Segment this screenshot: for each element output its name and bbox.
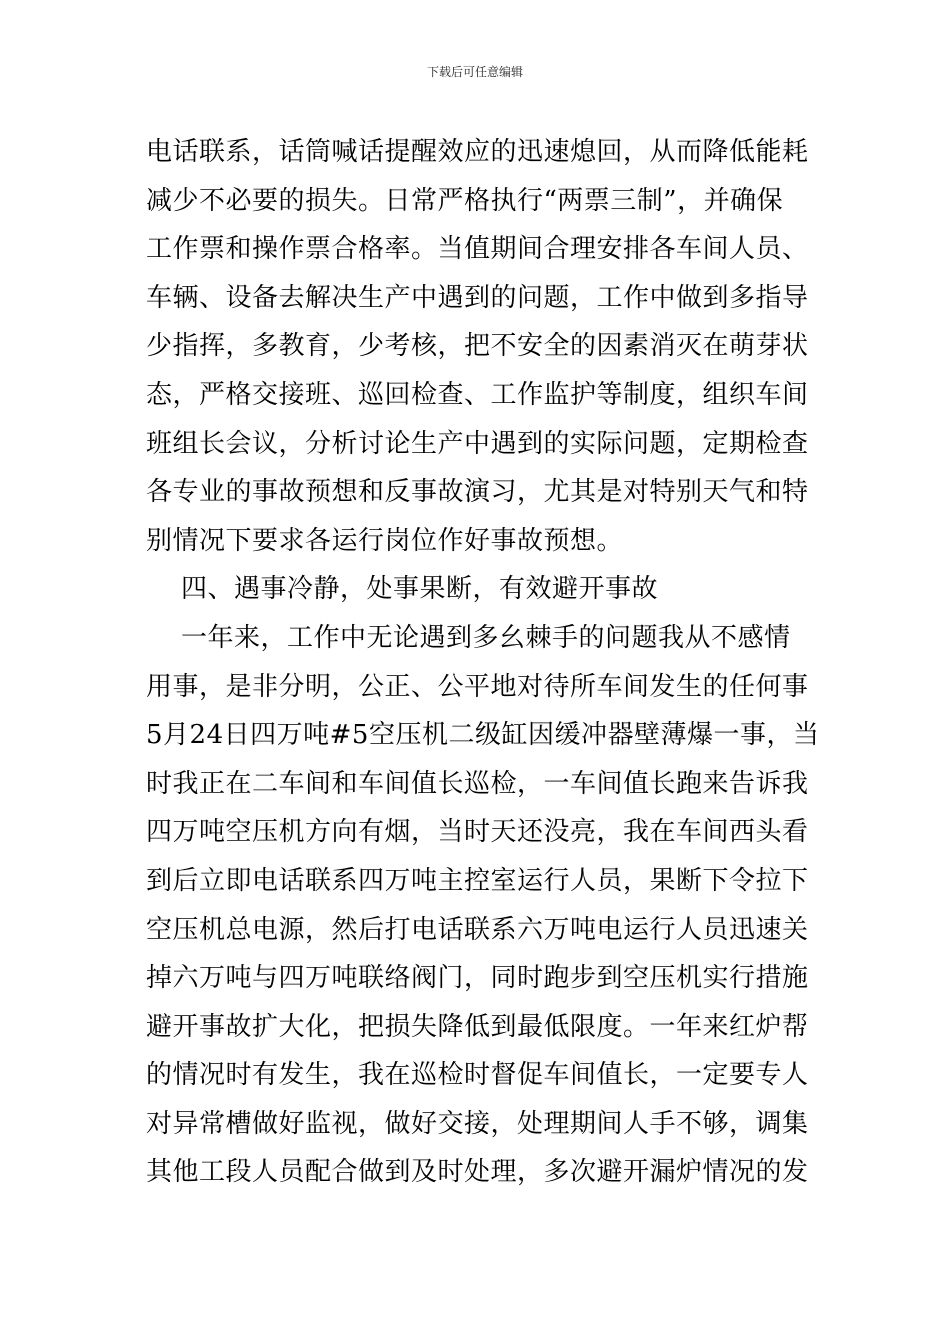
text-line: 工作票和操作票合格率。当值期间合理安排各车间人员、: [146, 234, 809, 265]
text-line: 各专业的事故预想和反事故演习，尤其是对特别天气和特: [146, 477, 809, 508]
text-line: 电话联系，话筒喊话提醒效应的迅速熄回，从而降低能耗: [146, 137, 809, 167]
text-line: 5月24日四万吨#5空压机二级缸因缓冲器壁薄爆一事，当: [146, 720, 820, 751]
text-line: 避开事故扩大化，把损失降低到最低限度。一年来红炉帮: [146, 1011, 809, 1042]
text-line: 用事，是非分明，公正、公平地对待所车间发生的任何事: [146, 671, 809, 702]
text-line: 减少不必要的损失。日常严格执行“两票三制”，并确保: [146, 185, 784, 216]
section-heading: 四、遇事冷静，处事果断，有效避开事故: [146, 574, 659, 605]
text-line: 班组长会议，分析讨论生产中遇到的实际问题，定期检查: [146, 428, 809, 459]
text-line: 别情况下要求各运行岗位作好事故预想。: [146, 525, 624, 556]
text-line: 其他工段人员配合做到及时处理，多次避开漏炉情况的发: [146, 1157, 809, 1188]
text-line: 四万吨空压机方向有烟，当时天还没亮，我在车间西头看: [146, 817, 809, 848]
text-line: 态，严格交接班、巡回检查、工作监护等制度，组织车间: [146, 379, 809, 410]
text-line: 的情况时有发生，我在巡检时督促车间值长，一定要专人: [146, 1060, 809, 1091]
text-line: 空压机总电源，然后打电话联系六万吨电运行人员迅速关: [146, 914, 809, 945]
text-line: 时我正在二车间和车间值长巡检，一车间值长跑来告诉我: [146, 768, 809, 799]
page-header: 下载后可任意编辑: [426, 65, 523, 79]
text-line: 到后立即电话联系四万吨主控室运行人员，果断下令拉下: [146, 865, 809, 896]
text-line: 掉六万吨与四万吨联络阀门，同时跑步到空压机实行措施: [146, 963, 809, 994]
document-body: [146, 128, 820, 1197]
text-line: 少指挥，多教育，少考核，把不安全的因素消灭在萌芽状: [146, 331, 809, 362]
text-line: 对异常槽做好监视，做好交接，处理期间人手不够，调集: [146, 1108, 809, 1139]
text-line: 车辆、设备去解决生产中遇到的问题，工作中做到多指导: [146, 282, 809, 313]
paragraph-first-line: 一年来，工作中无论遇到多幺棘手的问题我从不感情: [146, 622, 791, 653]
